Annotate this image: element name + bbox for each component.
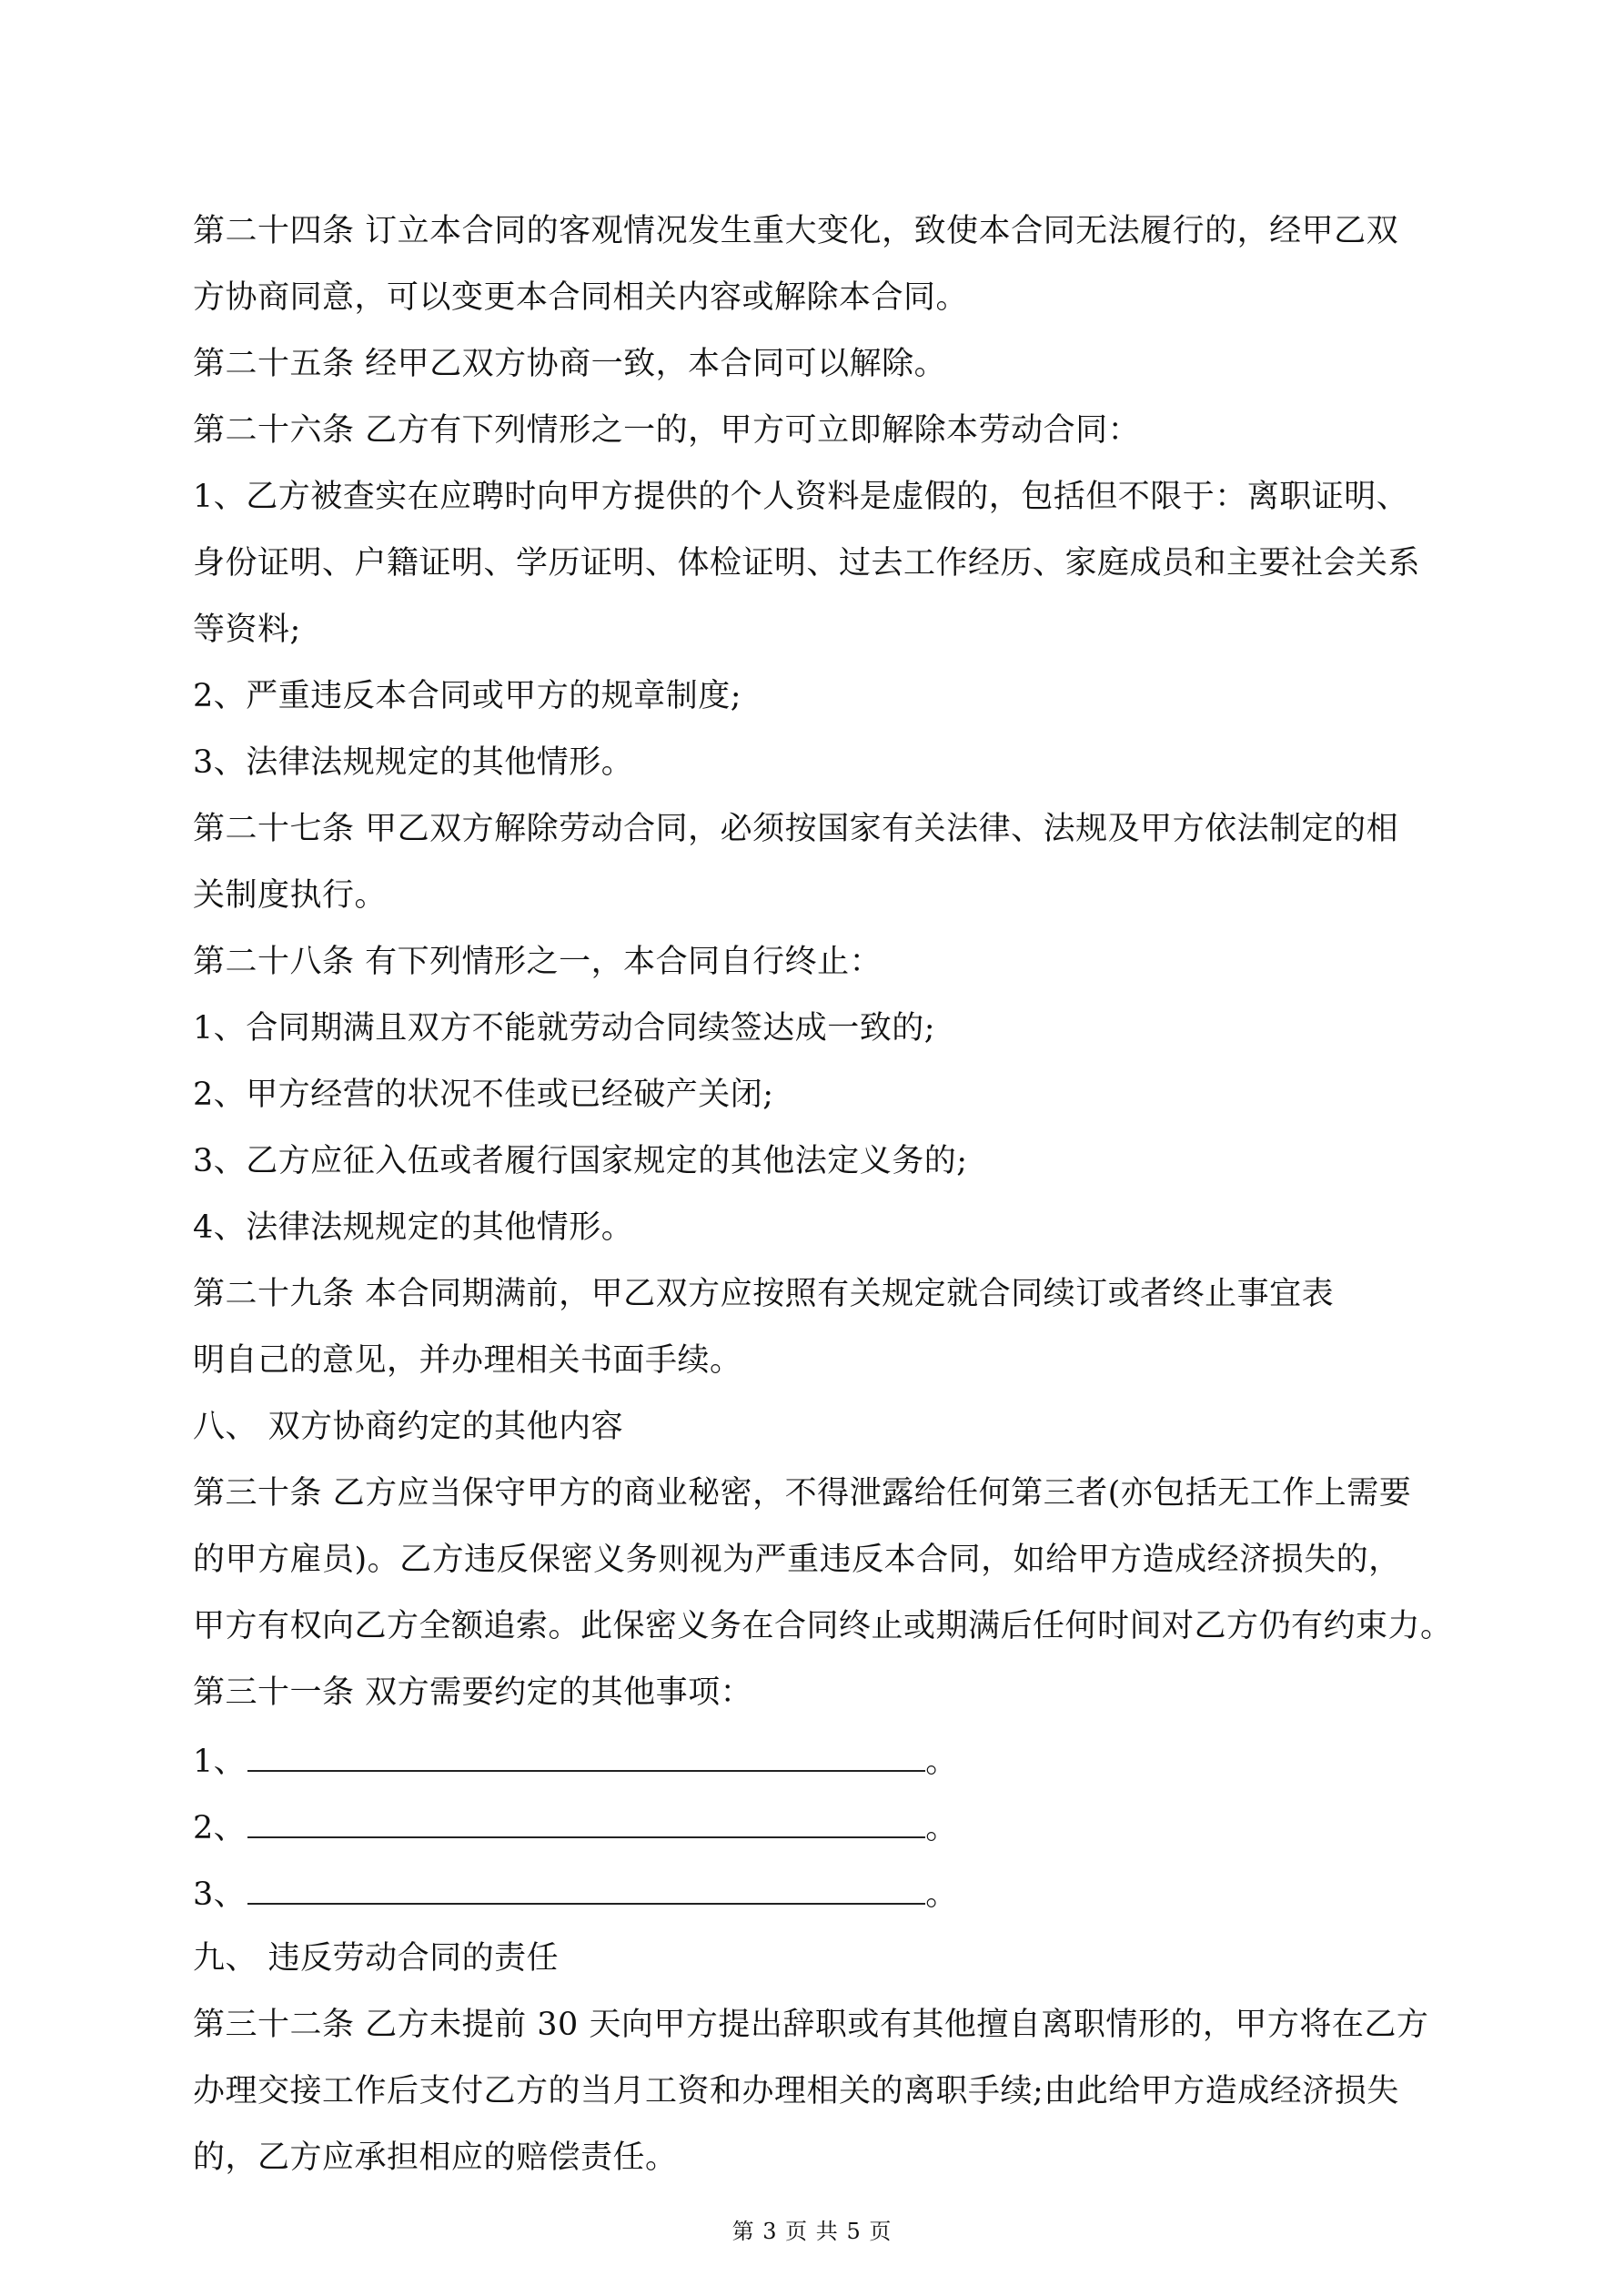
article-30-line-3: 甲方有权向乙方全额追索。此保密义务在合同终止或期满后任何时间对乙方仍有约束力。 — [193, 1608, 1453, 1644]
article-30-line-1: 第三十条 乙方应当保守甲方的商业秘密，不得泄露给任何第三者(亦包括无工作上需要 — [193, 1475, 1412, 1512]
article-32-line-2: 办理交接工作后支付乙方的当月工资和办理相关的离职手续;由此给甲方造成经济损失 — [193, 2073, 1399, 2109]
fill-in-item-3 — [193, 1859, 1485, 1926]
article-25: 第二十五条 经甲乙双方协商一致，本合同可以解除。 — [193, 346, 947, 382]
page-number-footer: 第 3 页 共 5 页 — [731, 2219, 893, 2244]
article-24-line-1: 第二十四条 订立本合同的客观情况发生重大变化，致使本合同无法履行的，经甲乙双 — [193, 213, 1399, 249]
article-27-line-2: 关制度执行。 — [193, 877, 388, 914]
article-28-item-3: 3、乙方应征入伍或者履行国家规定的其他法定义务的; — [193, 1143, 968, 1179]
fill-in-suffix: 。 — [925, 1876, 958, 1913]
document-body — [193, 198, 1485, 2191]
fill-in-blank[interactable] — [247, 1793, 925, 1838]
article-27-line-1: 第二十七条 甲乙双方解除劳动合同，必须按国家有关法律、法规及甲方依法制定的相 — [193, 811, 1399, 847]
article-29-line-1: 第二十九条 本合同期满前，甲乙双方应按照有关规定就合同续订或者终止事宜表 — [193, 1276, 1335, 1312]
section-9-heading: 九、 违反劳动合同的责任 — [193, 1940, 560, 1977]
article-32-line-3: 的，乙方应承担相应的赔偿责任。 — [193, 2139, 678, 2176]
fill-in-prefix: 1、 — [193, 1744, 247, 1780]
article-28-item-1: 1、合同期满且双方不能就劳动合同续签达成一致的; — [193, 1010, 936, 1047]
fill-in-blank[interactable] — [247, 1859, 925, 1905]
article-28: 第二十八条 有下列情形之一，本合同自行终止： — [193, 944, 883, 980]
fill-in-item-1 — [193, 1726, 1485, 1793]
article-31: 第三十一条 双方需要约定的其他事项： — [193, 1674, 753, 1711]
article-26-item-2: 2、严重违反本合同或甲方的规章制度; — [193, 678, 742, 714]
fill-in-prefix: 2、 — [193, 1810, 247, 1846]
article-24-line-2: 方协商同意，可以变更本合同相关内容或解除本合同。 — [193, 279, 969, 316]
article-26-item-1-line-1: 1、乙方被查实在应聘时向甲方提供的个人资料是虚假的，包括但不限于：离职证明、 — [193, 479, 1409, 515]
fill-in-suffix: 。 — [925, 1744, 958, 1780]
fill-in-prefix: 3、 — [193, 1876, 247, 1913]
article-30-line-2: 的甲方雇员)。乙方违反保密义务则视为严重违反本合同，如给甲方造成经济损失的， — [193, 1542, 1401, 1578]
section-8-heading: 八、 双方协商约定的其他内容 — [193, 1409, 624, 1445]
article-28-item-2: 2、甲方经营的状况不佳或已经破产关闭; — [193, 1077, 774, 1113]
article-26-item-3: 3、法律法规规定的其他情形。 — [193, 744, 634, 781]
article-26-item-1-line-2: 身份证明、户籍证明、学历证明、体检证明、过去工作经历、家庭成员和主要社会关系 — [193, 545, 1421, 582]
fill-in-blank[interactable] — [247, 1726, 925, 1772]
article-26: 第二十六条 乙方有下列情形之一的，甲方可立即解除本劳动合同： — [193, 412, 1141, 449]
fill-in-suffix: 。 — [925, 1810, 958, 1846]
article-32-line-1: 第三十二条 乙方未提前 30 天向甲方提出辞职或有其他擅自离职情形的，甲方将在乙方 — [193, 2007, 1429, 2043]
fill-in-item-2 — [193, 1793, 1485, 1859]
article-28-item-4: 4、法律法规规定的其他情形。 — [193, 1209, 634, 1246]
article-26-item-1-line-3: 等资料; — [193, 612, 301, 648]
article-29-line-2: 明自己的意见，并办理相关书面手续。 — [193, 1342, 742, 1379]
